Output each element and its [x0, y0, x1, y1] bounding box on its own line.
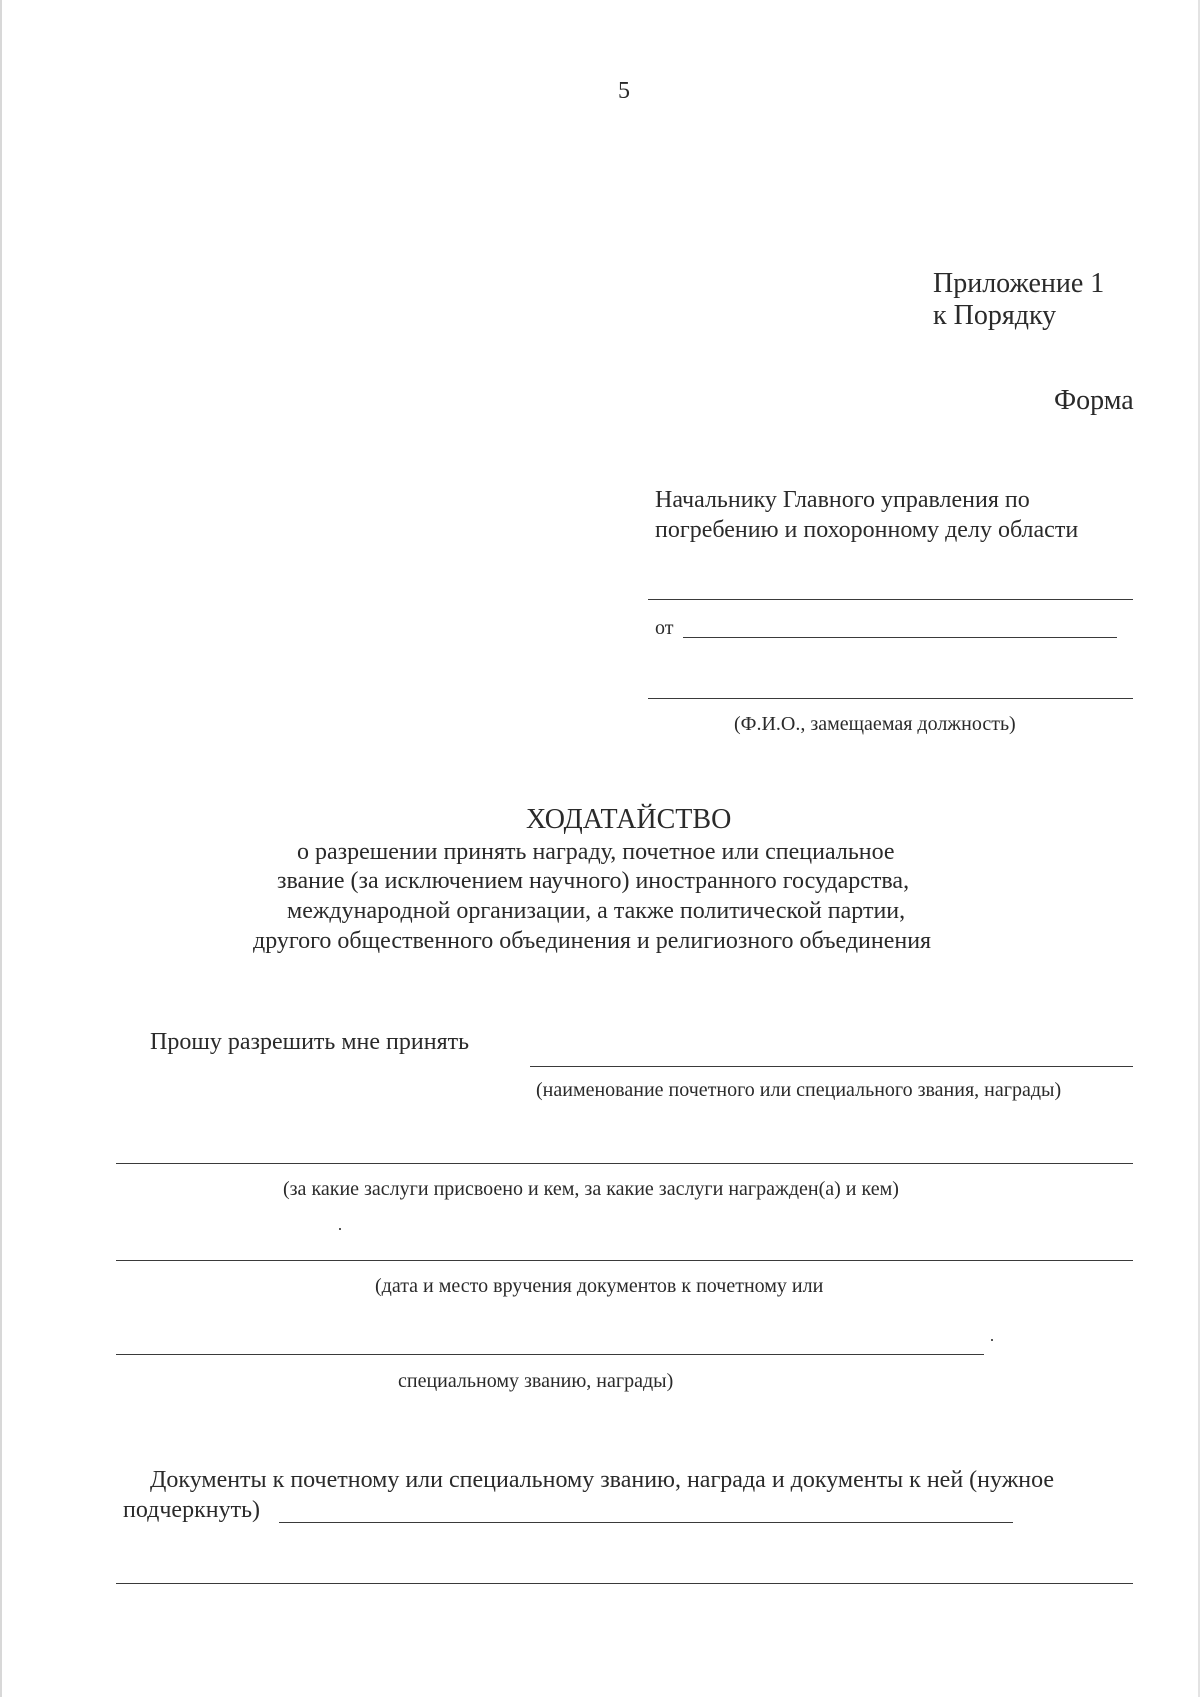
addressee-blank-line	[648, 599, 1133, 600]
date-place-caption-2: специальному званию, награды)	[398, 1370, 674, 1392]
documents-blank-line	[279, 1522, 1013, 1523]
date-place-continuation-line	[116, 1354, 984, 1355]
scan-left-edge	[0, 0, 2, 1697]
merits-caption: (за какие заслуги присвоено и кем, за какие заслуги награжден(а) и кем)	[283, 1178, 899, 1200]
addressee-line-1: Начальнику Главного управления по	[655, 487, 1030, 513]
title-line-1: о разрешении принять награду, почетное или специальное	[297, 839, 895, 865]
documents-line-1: Документы к почетному или специальному званию, награда и документы к ней (нужное	[150, 1467, 1055, 1493]
merits-blank-line	[116, 1163, 1133, 1164]
documents-line-2: подчеркнуть)	[123, 1497, 261, 1523]
form-label: Форма	[1054, 385, 1134, 416]
addressee-line-2: погребению и похоронному делу области	[655, 517, 1079, 543]
from-label: от	[655, 617, 674, 639]
date-place-blank-line	[116, 1260, 1133, 1261]
scan-speck	[339, 1228, 341, 1230]
documents-continuation-line	[116, 1583, 1133, 1584]
award-name-caption: (наименование почетного или специального звания, награды)	[536, 1079, 1062, 1101]
title-line-3: международной организации, а также политической партии,	[287, 898, 906, 924]
appendix-line-2: к Порядку	[933, 300, 1057, 331]
page-number: 5	[618, 78, 630, 104]
line-end-period	[991, 1339, 993, 1341]
from-blank-line	[683, 637, 1117, 638]
fio-blank-line	[648, 698, 1133, 699]
appendix-line-1: Приложение 1	[933, 268, 1105, 299]
title-line-2: звание (за исключением научного) иностранного государства,	[277, 868, 910, 894]
request-text: Прошу разрешить мне принять	[150, 1029, 470, 1055]
fio-caption: (Ф.И.О., замещаемая должность)	[734, 713, 1016, 735]
title-line-4: другого общественного объединения и религиозного объединения	[253, 928, 932, 954]
document-heading: ХОДАТАЙСТВО	[526, 804, 732, 835]
award-name-blank-line	[530, 1066, 1133, 1067]
date-place-caption-1: (дата и место вручения документов к почетному или	[375, 1275, 824, 1297]
